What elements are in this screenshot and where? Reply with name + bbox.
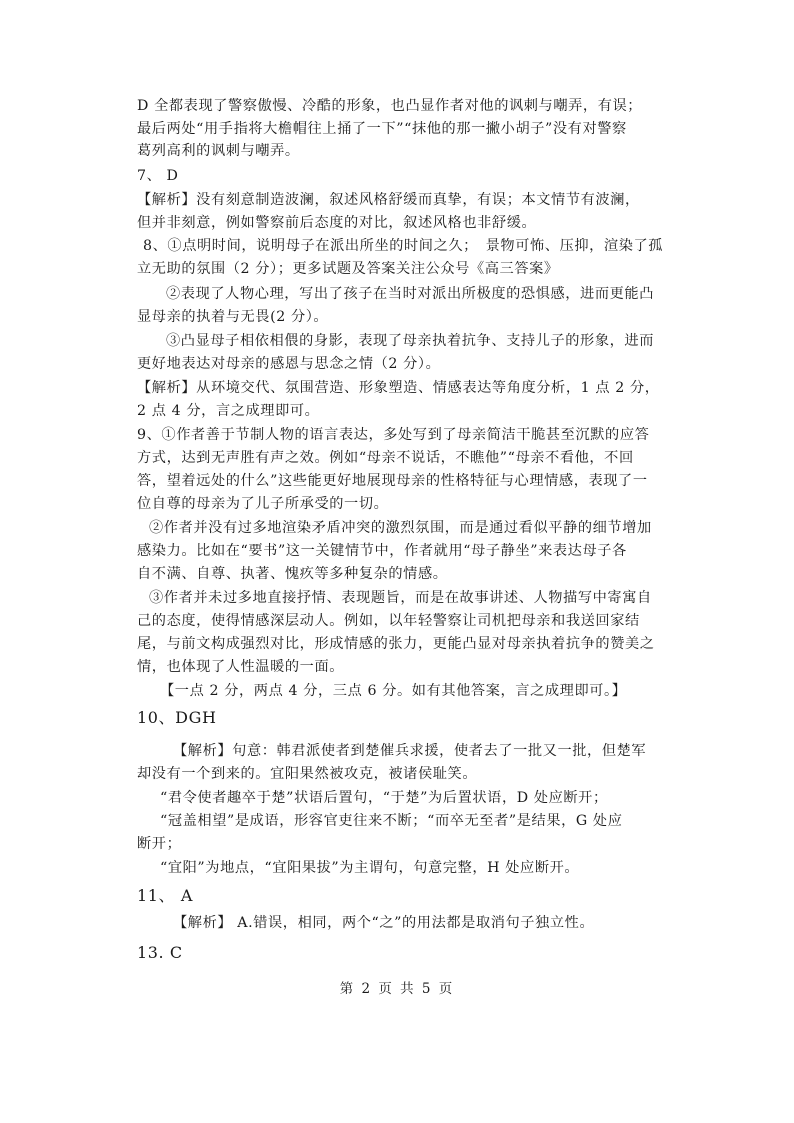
question-number: 11、 A	[137, 886, 193, 905]
analysis-text: 【解析】从环境交代、氛围营造、形象塑造、情感表达等角度分析，1 点 2 分，	[137, 380, 660, 396]
analysis-text: 【解析】句意：韩君派使者到楚催兵求援，使者去了一批又一批，但楚军	[173, 743, 647, 759]
text-line: 断开；	[137, 836, 182, 852]
text-line: 却没有一个到来的。宜阳果然被攻克，被诸侯耻笑。	[137, 766, 478, 782]
text-line: ②作者并没有过多地渲染矛盾冲突的激烈氛围，而是通过看似平静的细节增加	[149, 520, 652, 536]
analysis-text: 【解析】 A.错误，相同，两个“之”的用法都是取消句子独立性。	[173, 915, 595, 931]
question-number: 7、 D	[137, 168, 179, 184]
text-line: 但并非刻意，例如警察前后态度的对比，叙述风格也非舒缓。	[137, 215, 537, 231]
text-line: “宜阳”为地点，“宜阳果拔”为主谓句，句意完整，H 处应断开。	[160, 860, 580, 876]
text-line: 答，望着远处的什么”这些能更好地展现母亲的性格特征与心理情感，表现了一	[137, 473, 648, 489]
text-line: 己的态度，使得情感深层动人。例如，以年轻警察让司机把母亲和我送回家结	[137, 613, 640, 629]
text-line: 位自尊的母亲为了儿子所承受的一切。	[137, 496, 389, 512]
text-line: 显母亲的执着与无畏(2 分）。	[137, 309, 329, 325]
text-line: D 全都表现了警察傲慢、冷酷的形象，也凸显作者对他的讽刺与嘲弄，有误；	[137, 98, 643, 114]
text-line: ③凸显母子相依相偎的身影，表现了母亲执着抗争、支持儿子的形象，进而	[166, 333, 654, 349]
text-line: “冠盖相望”是成语，形容官吏往来不断；“而卒无至者”是结果，G 处应	[160, 813, 623, 829]
text-line: 9、①作者善于节制人物的语言表达，多处写到了母亲简洁干脆甚至沉默的应答	[137, 427, 650, 443]
text-line: ②表现了人物心理，写出了孩子在当时对派出所极度的恐惧感，进而更能凸	[166, 286, 654, 302]
analysis-text: 【解析】没有刻意制造波澜，叙述风格舒缓而真挚，有误；本文情节有波澜，	[137, 192, 640, 208]
scoring-note: 【一点 2 分，两点 4 分，三点 6 分。如有其他答案，言之成理即可。】	[160, 683, 627, 699]
text-line: 自不满、自尊、执著、愧疚等多种复杂的情感。	[137, 566, 448, 582]
text-line: 更好地表达对母亲的感恩与思念之情（2 分）。	[137, 356, 441, 372]
footer: 第 2 页 共 5 页	[339, 981, 455, 997]
text-line: ③作者并未过多地直接抒情、表现题旨，而是在故事讲述、人物描写中寄寓自	[149, 590, 652, 606]
text-line: 2 点 4 分，言之成理即可。	[137, 403, 320, 419]
question-number: 10、DGH	[137, 708, 217, 727]
text-line: 方式，达到无声胜有声之效。例如“母亲不说话，不瞧他”“母亲不看他，不回	[137, 450, 634, 466]
text-line: 感染力。比如在“要书”这一关键情节中，作者就用“母子静坐”来表达母子各	[137, 543, 627, 559]
text-line: 8、①点明时间，说明母子在派出所坐的时间之久； 景物可怖、压抑，渲染了孤	[143, 238, 664, 254]
text-line: 情，也体现了人性温暖的一面。	[137, 659, 345, 675]
text-line: 葛列高利的讽刺与嘲弄。	[137, 143, 300, 159]
text-line: 立无助的氛围（2 分）；更多试题及答案关注公众号《高三答案》	[137, 261, 559, 277]
text-line: “君令使者趣卒于楚”状语后置句，“于楚”为后置状语，D 处应断开；	[160, 790, 608, 806]
question-number: 13. C	[137, 943, 183, 962]
text-line: 最后两处“用手指将大檐帽往上捅了一下”“抹他的那一撇小胡子”没有对警察	[137, 121, 627, 137]
text-line: 尾，与前文构成强烈对比，形成情感的张力，更能凸显对母亲执着抗争的赞美之	[137, 636, 655, 652]
